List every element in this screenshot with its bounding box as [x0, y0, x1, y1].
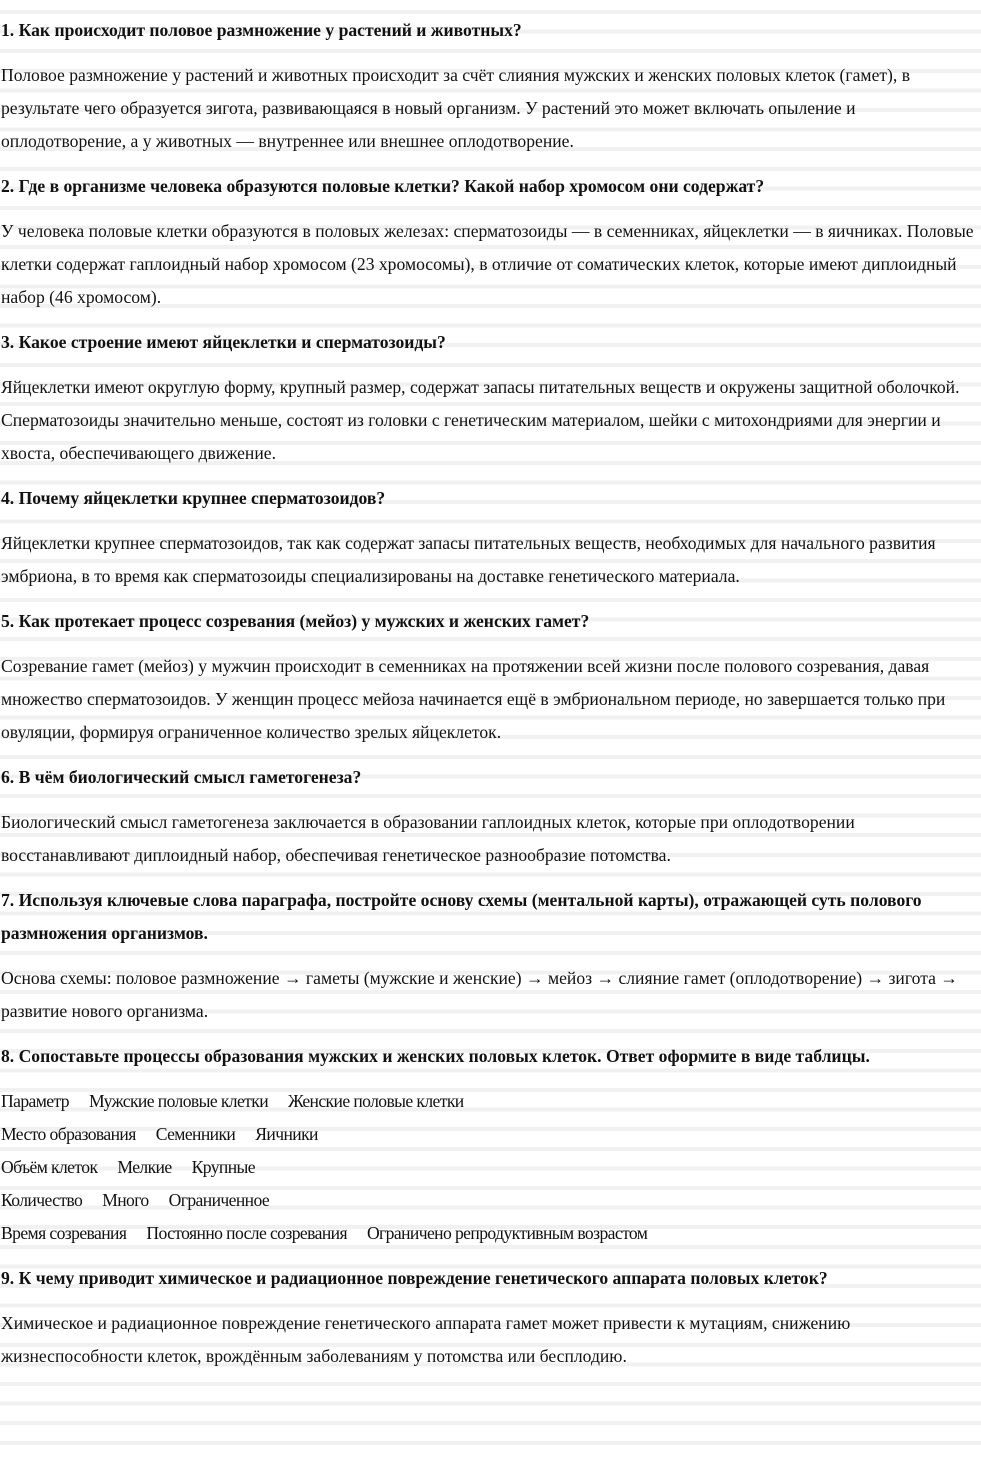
table-cell: Мелкие: [117, 1157, 172, 1177]
answer-paragraph: Половое размножение у растений и животных происходит за счёт слияния мужских и женских половых клеток (гамет), в результате чего образуется зигота, развивающаяся в новый организм. У растений это может включать опыление и оплодотворение, а у животных — внутреннее или внешнее оплодотворение.: [1, 65, 911, 151]
table-cell: Мужские половые клетки: [88, 1091, 269, 1111]
table-cell: Ограничено репродуктивным возрастом: [366, 1223, 648, 1243]
question-9: 9. К чему приводит химическое и радиационное повреждение генетического аппарата половых клеток?: [1, 1268, 828, 1288]
answer-paragraph: Биологический смысл гаметогенеза заключается в образовании гаплоидных клеток, которые при оплодотворении восстанавливают диплоидный набор, обеспечивая генетическое разнообразие потомства.: [1, 812, 855, 865]
document-body: [1, 14, 981, 1385]
table-cell: Постоянно после созревания: [146, 1223, 347, 1243]
answer-paragraph: У человека половые клетки образуются в половых железах: сперматозоиды — в семенниках, яйцеклетки — в яичниках. Половые клетки содержат гаплоидный набор хромосом (23 хромосомы), в отличие от соматических клеток, которые имеют диплоидный набор (46 хромосом).: [1, 221, 974, 307]
table-cell: Объём клеток: [1, 1157, 98, 1177]
answer-paragraph: Созревание гамет (мейоз) у мужчин происходит в семенниках на протяжении всей жизни после полового созревания, давая множество сперматозоидов. У женщин процесс мейоза начинается ещё в эмбриональном периоде, но завершается только при овуляции, формируя ограниченное количество зрелых яйцеклеток.: [1, 656, 946, 742]
table-header-row: [1, 1085, 981, 1118]
answer-paragraph: Основа схемы: половое размножение → гаметы (мужские и женские) → мейоз → слияние гамет (оплодотворение) → зигота → развитие нового организма.: [1, 968, 958, 1021]
table-row: [1, 1118, 981, 1151]
question-heading: 1. Как происходит половое размножение у растений и животных?: [1, 20, 522, 40]
table-row: [1, 1217, 981, 1250]
table-cell: Ограниченное: [168, 1190, 270, 1210]
table-cell: Яичники: [255, 1124, 318, 1144]
table-cell: Много: [102, 1190, 149, 1210]
answer-paragraph: Яйцеклетки имеют округлую форму, крупный размер, содержат запасы питательных веществ и окружены защитной оболочкой. Сперматозоиды значительно меньше, состоят из головки с генетическим материалом, шейки с митохондриями для энергии и хвоста, обеспечивающего движение.: [1, 377, 960, 463]
table-cell: Место образования: [1, 1124, 136, 1144]
question-heading: 5. Как протекает процесс созревания (мейоз) у мужских и женских гамет?: [1, 611, 590, 631]
comparison-table: [1, 1085, 981, 1250]
question-heading: 3. Какое строение имеют яйцеклетки и сперматозоиды?: [1, 332, 446, 352]
answer-paragraph: Яйцеклетки крупнее сперматозоидов, так как содержат запасы питательных веществ, необходимых для начального развития эмбриона, в то время как сперматозоиды специализированы на доставке генетического материала.: [1, 533, 936, 586]
table-cell: Параметр: [1, 1091, 69, 1111]
table-cell: Семенники: [155, 1124, 236, 1144]
answer-9: Химическое и радиационное повреждение генетического аппарата гамет может привести к мутациям, снижению жизнеспособности клеток, врождённым заболеваниям у потомства или бесплодию.: [1, 1313, 851, 1366]
table-cell: Женские половые клетки: [288, 1091, 464, 1111]
table-row: [1, 1151, 981, 1184]
table-cell: Количество: [1, 1190, 83, 1210]
table-cell: Время созревания: [1, 1223, 127, 1243]
table-cell: Крупные: [191, 1157, 255, 1177]
question-8: 8. Сопоставьте процессы образования мужских и женских половых клеток. Ответ оформите в виде таблицы.: [1, 1046, 870, 1066]
question-heading: 7. Используя ключевые слова параграфа, постройте основу схемы (ментальной карты), отражающей суть полового размножения организмов.: [1, 890, 922, 943]
table-row: [1, 1184, 981, 1217]
question-heading: 4. Почему яйцеклетки крупнее сперматозоидов?: [1, 488, 386, 508]
qa-list: [1, 14, 981, 1028]
question-heading: 2. Где в организме человека образуются половые клетки? Какой набор хромосом они содержат?: [1, 176, 765, 196]
question-heading: 6. В чём биологический смысл гаметогенеза?: [1, 767, 362, 787]
